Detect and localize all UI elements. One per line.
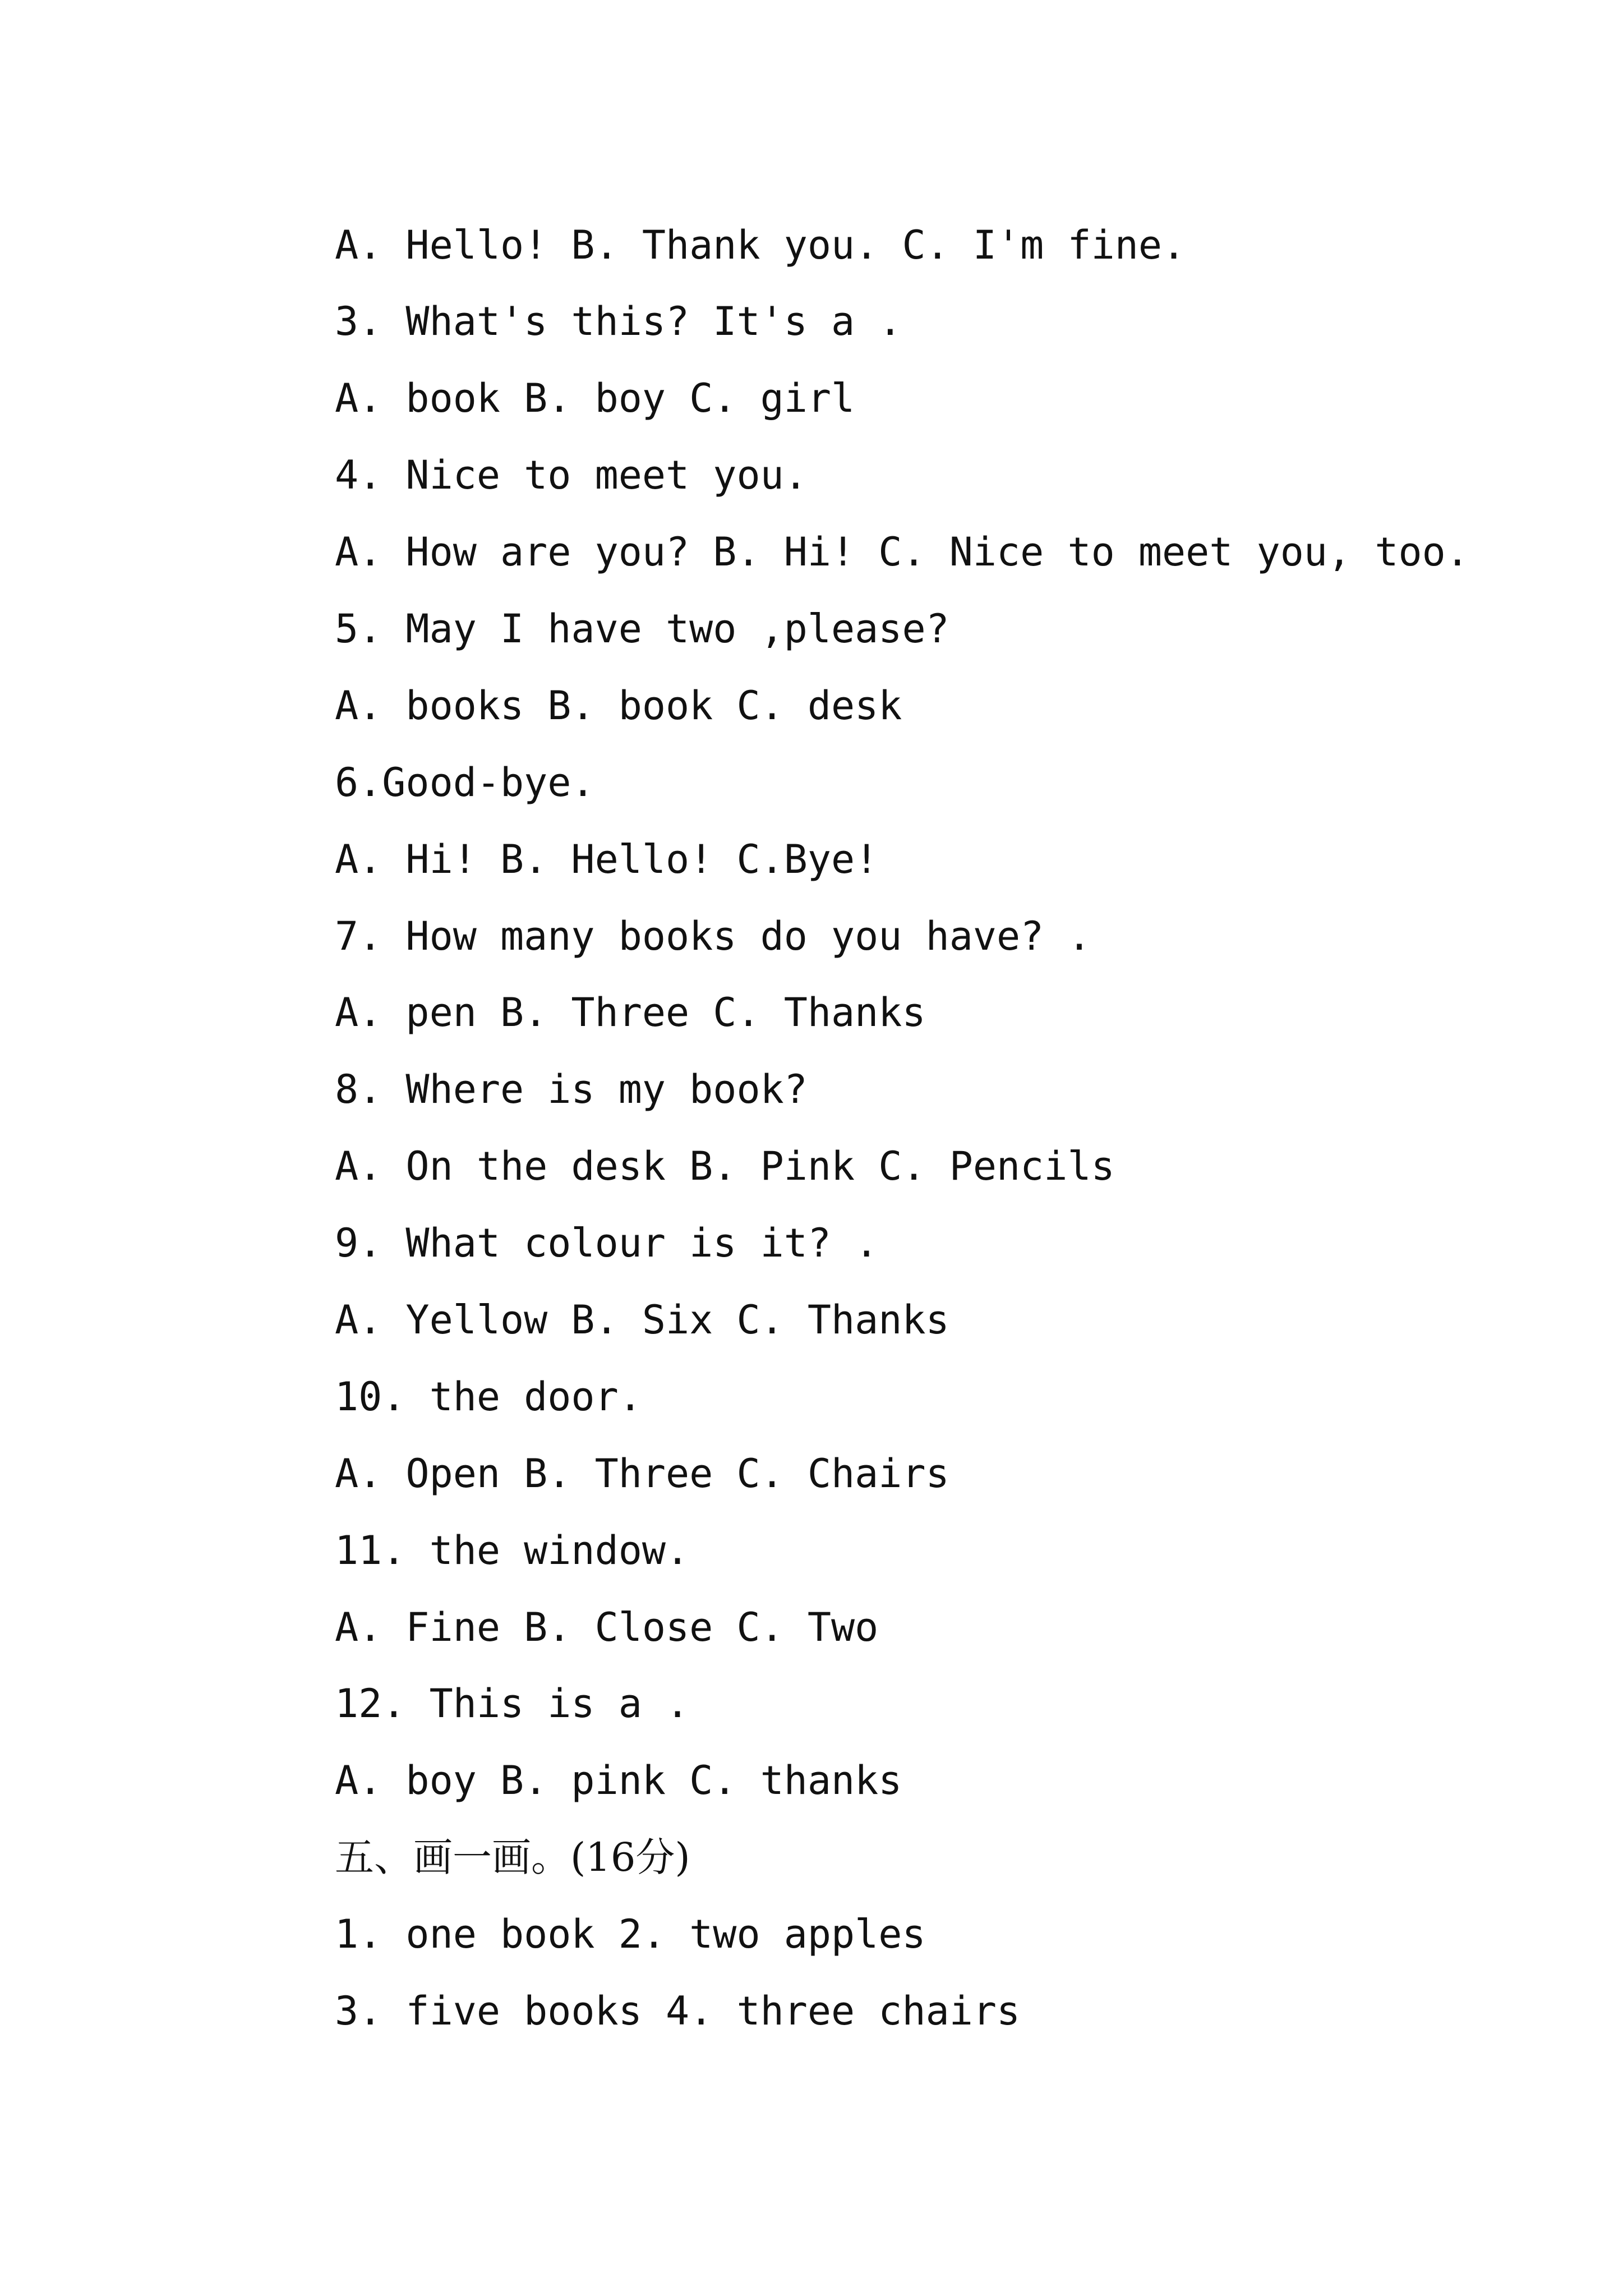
question-3-options: A. book B. boy C. girl xyxy=(335,375,855,421)
question-12: 12. This is a . xyxy=(335,1681,690,1727)
question-11-options: A. Fine B. Close C. Two xyxy=(335,1604,879,1650)
question-5-options: A. books B. book C. desk xyxy=(335,683,902,729)
section-five-heading: 五、画一画。(16分) xyxy=(335,1834,690,1880)
question-2-options: A. Hello! B. Thank you. C. I'm fine. xyxy=(335,222,1186,268)
question-11: 11. the window. xyxy=(335,1527,690,1573)
question-4-options: A. How are you? B. Hi! C. Nice to meet you, too. xyxy=(335,529,1469,575)
question-6: 6.Good-bye. xyxy=(335,760,595,806)
question-8: 8. Where is my book? xyxy=(335,1066,808,1112)
question-5: 5. May I have two ,please? xyxy=(335,606,949,652)
question-10-options: A. Open B. Three C. Chairs xyxy=(335,1451,949,1497)
question-9: 9. What colour is it? . xyxy=(335,1220,879,1266)
drawing-task-1-2: 1. one book 2. two apples xyxy=(335,1911,926,1957)
question-9-options: A. Yellow B. Six C. Thanks xyxy=(335,1297,949,1343)
question-12-options: A. boy B. pink C. thanks xyxy=(335,1757,902,1803)
question-4: 4. Nice to meet you. xyxy=(335,452,808,498)
question-6-options: A. Hi! B. Hello! C.Bye! xyxy=(335,836,879,882)
question-8-options: A. On the desk B. Pink C. Pencils xyxy=(335,1143,1115,1189)
question-7: 7. How many books do you have? . xyxy=(335,913,1091,959)
question-3: 3. What's this? It's a . xyxy=(335,298,902,344)
drawing-task-3-4: 3. five books 4. three chairs xyxy=(335,1988,1021,2034)
question-10: 10. the door. xyxy=(335,1374,642,1420)
question-7-options: A. pen B. Three C. Thanks xyxy=(335,990,926,1036)
